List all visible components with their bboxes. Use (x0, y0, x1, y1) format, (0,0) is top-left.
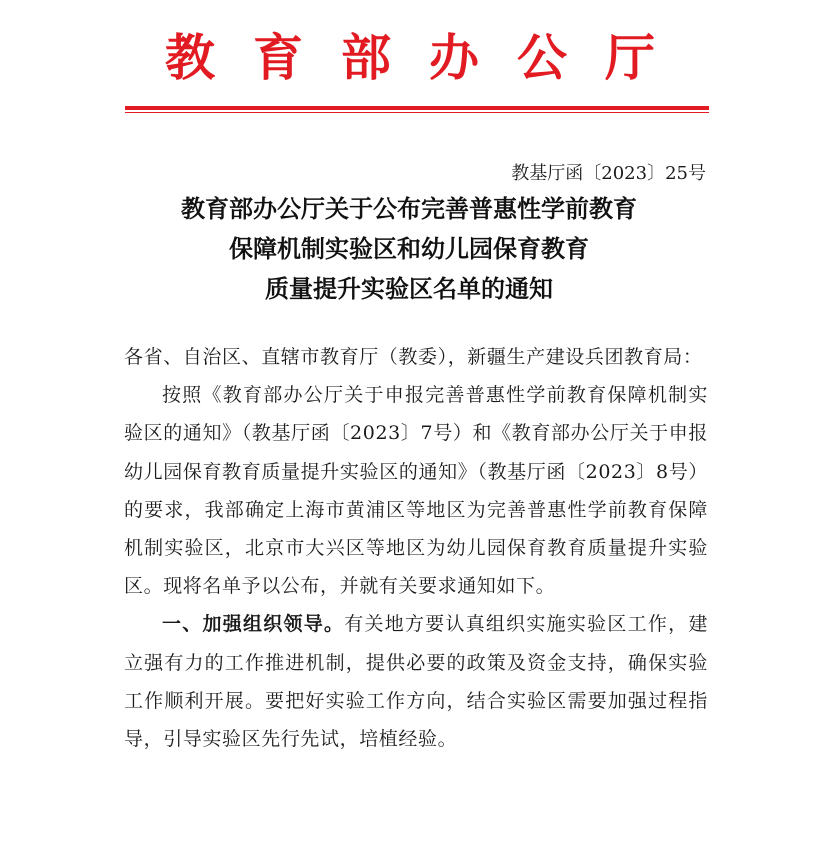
document-body (124, 338, 708, 758)
paragraph-intro: 按照《教育部办公厅关于申报完善普惠性学前教育保障机制实验区的通知》（教基厅函〔2023〕7号）和《教育部办公厅关于申报幼儿园保育教育质量提升实验区的通知》（教基厅函〔2023〕8号）的要求，我部确定上海市黄浦区等地区为完善普惠性学前教育保障机制实验区，北京市大兴区等地区为幼儿园保育教育质量提升实验区。现将名单予以公布，并就有关要求通知如下。 (124, 384, 708, 598)
addressee: 各省、自治区、直辖市教育厅（教委），新疆生产建设兵团教育局： (124, 346, 703, 368)
document-number: 教基厅函〔2023〕25号 (511, 163, 706, 184)
letterhead-rule-thick (125, 106, 709, 110)
document-title (0, 189, 818, 309)
title-line: 保障机制实验区和幼儿园保育教育 (229, 235, 589, 263)
letterhead: 教育部办公厅 (165, 28, 693, 87)
letterhead-rule-thin (125, 112, 709, 113)
section-1 (124, 605, 708, 758)
section-1-heading: 一、加强组织领导。 (162, 613, 345, 636)
section-1-text: 有关地方要认真组织实施实验区工作，建立强有力的工作推进机制，提供必要的政策及资金支持，确保实验工作顺利开展。要把好实验工作方向，结合实验区需要加强过程指导，引导实验区先行先试，培植经验。 (124, 613, 708, 751)
title-line: 教育部办公厅关于公布完善普惠性学前教育 (181, 195, 637, 223)
title-line: 质量提升实验区名单的通知 (265, 275, 553, 303)
